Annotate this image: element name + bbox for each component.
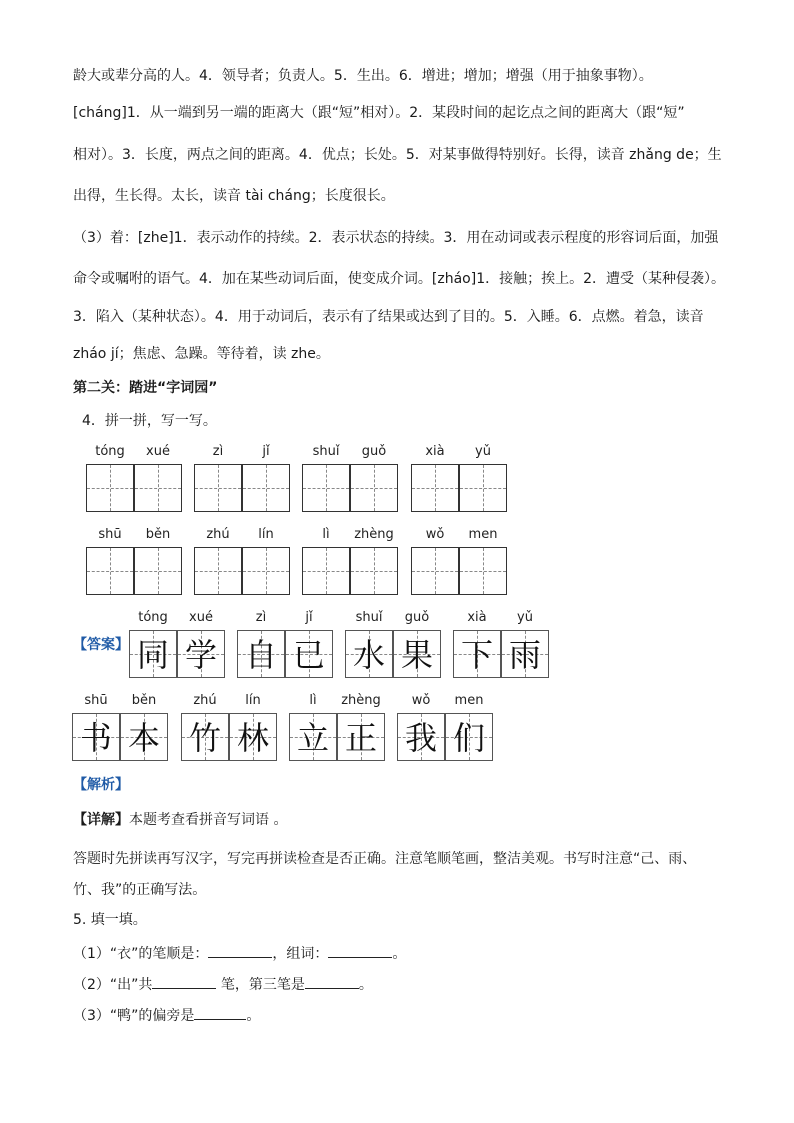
answer-character: 书 [79,719,112,757]
pinyin-label: shū [98,527,122,542]
answer-char-box [289,713,337,761]
pinyin-label: běn [131,693,157,708]
answer-character: 竹 [188,719,221,757]
section-title: 第二关：踏进“字词园” [73,380,218,396]
answer-char-box [453,630,501,678]
note-line-2: 竹、我”的正确写法。 [73,882,207,898]
answer-char-box [181,713,229,761]
grid-guide-vertical [218,548,219,594]
writing-box[interactable] [459,547,507,595]
grid-guide-vertical [158,548,159,594]
pinyin-label: lì [309,693,317,708]
writing-box[interactable] [459,464,507,512]
answer-char-box [285,630,333,678]
writing-box[interactable] [194,547,242,595]
answer-character: 雨 [508,636,541,674]
question-5-item-3 [73,1005,260,1025]
answer-char-box [237,630,285,678]
text-line-5: （3）着：[zhe]1．表示动作的持续。2．表示状态的持续。3．用在动词或表示程度的形容词后面，加强 [73,230,719,246]
answer-character: 们 [452,719,485,757]
answer-label: 【答案】 [73,637,129,653]
writing-box[interactable] [411,547,459,595]
q5-item2-text-b: 笔，第三笔是 [216,977,305,993]
writing-box[interactable] [86,464,134,512]
text-line-3: 相对）。3．长度，两点之间的距离。4．优点；长处。5．对某事做得特别好。长得，读音 zhǎng de；生 [73,147,722,163]
q5-item2-text-a: （2）“出”共 [73,977,153,993]
pinyin-label: zhú [206,527,230,542]
pinyin-label: xué [146,444,170,459]
pinyin-label: xià [467,610,487,625]
writing-box[interactable] [134,547,182,595]
pinyin-label: zì [255,610,267,625]
pinyin-label: lì [322,527,330,542]
analysis-label: 【解析】 [73,777,129,793]
grid-guide-vertical [435,548,436,594]
pinyin-label: tóng [95,444,125,459]
answer-char-box [397,713,445,761]
pinyin-label: lín [245,693,261,708]
answer-char-box [129,630,177,678]
q5-item3-text-a: （3）“鸭”的偏旁是 [73,1008,195,1024]
pinyin-label: guǒ [404,610,430,625]
writing-box[interactable] [302,547,350,595]
grid-guide-vertical [326,465,327,511]
pinyin-label: xué [189,610,213,625]
q5-item1-blank-strokes[interactable] [208,943,272,958]
grid-guide-vertical [374,465,375,511]
pinyin-label: men [468,527,498,542]
answer-char-box [177,630,225,678]
answer-char-box [337,713,385,761]
pinyin-label: zì [212,444,224,459]
grid-guide-vertical [218,465,219,511]
text-line-8: zháo jí；焦虑、急躁。等待着，读 zhe。 [73,346,330,362]
pinyin-label: jǐ [305,610,313,625]
answer-char-box [229,713,277,761]
answer-character: 本 [127,719,160,757]
q5-item3-text-b: 。 [246,1008,261,1024]
grid-guide-vertical [326,548,327,594]
answer-character: 我 [404,719,437,757]
answer-char-box [120,713,168,761]
writing-box[interactable] [86,547,134,595]
answer-character: 果 [400,636,433,674]
pinyin-label: zhú [193,693,217,708]
q5-item3-blank-radical[interactable] [194,1005,246,1020]
question-5-item-1 [73,943,406,963]
pinyin-label: wǒ [411,693,431,708]
answer-char-box [72,713,120,761]
text-line-7: 3．陷入（某种状态）。4．用于动词后，表示有了结果或达到了目的。5．入睡。6．点燃。着急，读音 [73,309,704,325]
text-line-4: 出得，生长得。太长，读音 tài cháng；长度很长。 [73,188,395,204]
answer-character: 林 [236,719,269,757]
writing-box[interactable] [350,547,398,595]
q5-item1-blank-word[interactable] [328,943,392,958]
grid-guide-vertical [266,548,267,594]
pinyin-label: běn [145,527,171,542]
pinyin-label: yǔ [517,610,533,625]
detail-label: 【详解】 [73,812,129,828]
pinyin-label: shū [84,693,108,708]
note-line-1: 答题时先拼读再写汉字，写完再拼读检查是否正确。注意笔顺笔画，整洁美观。书写时注意“己、雨、 [73,851,697,867]
q5-item2-text-c: 。 [358,977,373,993]
answer-char-box [393,630,441,678]
grid-guide-vertical [158,465,159,511]
grid-guide-vertical [110,548,111,594]
text-line-2: [cháng]1．从一端到另一端的距离大（跟“短”相对）。2．某段时间的起讫点之间的距离大（跟“短” [73,105,685,121]
detail-line [73,811,287,829]
pinyin-label: jǐ [262,444,270,459]
pinyin-label: shuǐ [312,444,340,459]
writing-box[interactable] [242,547,290,595]
answer-char-box [501,630,549,678]
writing-box[interactable] [194,464,242,512]
answer-character: 同 [136,636,169,674]
answer-character: 水 [352,636,385,674]
pinyin-label: xià [425,444,445,459]
pinyin-label: zhèng [341,693,381,708]
pinyin-label: yǔ [475,444,491,459]
pinyin-label: tóng [138,610,168,625]
text-line-6: 命令或嘱咐的语气。4．加在某些动词后面，使变成介词。[zháo]1．接触；挨上。2．遭受（某种侵袭）。 [73,271,726,287]
grid-guide-vertical [483,465,484,511]
pinyin-label: shuǐ [355,610,383,625]
q5-item1-text-a: （1）“衣”的笔顺是： [73,946,209,962]
answer-character: 正 [344,719,377,757]
detail-text: 本题考查看拼音写词语 。 [129,812,288,828]
pinyin-label: guǒ [361,444,387,459]
question-4-title: 4．拼一拼，写一写。 [82,413,217,429]
pinyin-label: lín [258,527,274,542]
answer-character: 下 [460,636,493,674]
text-line-1: 龄大或辈分高的人。4．领导者；负责人。5．生出。6．增进；增加；增强（用于抽象事物）。 [73,68,653,84]
grid-guide-vertical [483,548,484,594]
q5-item1-text-c: 。 [392,946,407,962]
writing-box[interactable] [242,464,290,512]
grid-guide-vertical [110,465,111,511]
q5-item1-text-b: ，组词： [272,946,329,962]
answer-char-box [345,630,393,678]
answer-character: 自 [244,636,277,674]
writing-box[interactable] [302,464,350,512]
writing-box[interactable] [350,464,398,512]
question-5-item-2 [73,974,373,994]
writing-box[interactable] [411,464,459,512]
writing-box[interactable] [134,464,182,512]
pinyin-label: wǒ [425,527,445,542]
answer-character: 已 [292,636,325,674]
pinyin-label: zhèng [354,527,394,542]
answer-character: 学 [184,636,217,674]
answer-character: 立 [296,719,329,757]
grid-guide-vertical [266,465,267,511]
grid-guide-vertical [435,465,436,511]
answer-char-box [445,713,493,761]
grid-guide-vertical [374,548,375,594]
pinyin-label: men [454,693,484,708]
q5-item2-blank-third-stroke[interactable] [305,974,359,989]
question-5-title: 5. 填一填。 [73,912,147,928]
q5-item2-blank-count[interactable] [152,974,216,989]
